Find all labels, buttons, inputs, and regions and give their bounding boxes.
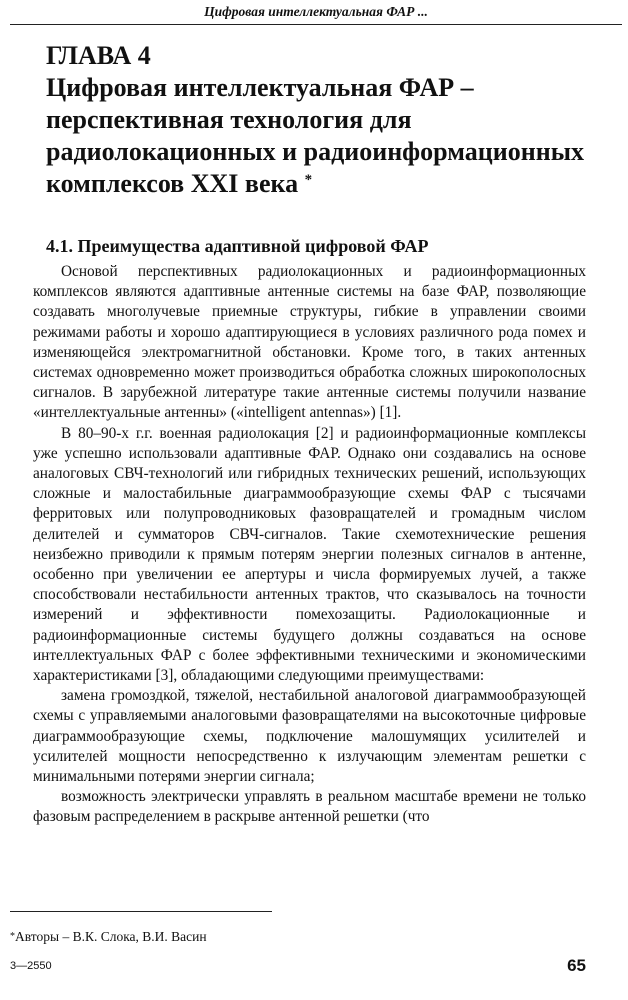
chapter-footnote-marker: * [304,172,313,188]
footnote [10,928,207,946]
body-text [33,262,586,828]
footnote-text: Авторы – В.К. Слока, В.И. Васин [15,929,207,944]
footnote-divider [10,911,272,912]
paragraph: В 80–90-х г.г. военная радиолокация [2] и радиоинформационные комплексы уже успешно использовали адаптивные ФАР. Однако они создавались на основе аналоговых СВЧ-технологий или гибридных технических решений, использующих сложные и малостабильные диаграммообразующие схемы ФАР с тысячами ферритовых или полупроводниковых фазовращателей и громадным числом делителей и сумматоров СВЧ-сигналов. Такие схемотехнические решения неизбежно приводили к прямым потерям энергии полезных сигналов в антенне, особенно при увеличении ее апертуры и числа формируемых лучей, а также способствовали нестабильности антенных трактов, что сказывалось на точности измерений и эффективности помехозащиты. Радиолокационные и радиоинформационные системы будущего должны создаваться на основе интеллектуальных ФАР с более эффективными техническими и экономическими характеристиками [3], обладающими следующими преимуществами: [33,424,586,685]
section-title: 4.1. Преимущества адаптивной цифровой ФАР [46,236,429,256]
chapter-heading [46,40,606,200]
chapter-title: Цифровая интеллектуальная ФАР – перспективная технология для радиолокационных и радиоинформационных комплексов XXI века [46,73,584,198]
running-header: Цифровая интеллектуальная ФАР ... [10,0,622,25]
paragraph: Основой перспективных радиолокационных и радиоинформационных комплексов являются адаптивные антенные системы на базе ФАР, позволяющие создавать многолучевые приемные структуры, гибкие в управлении своими режимами работы и хорошо адаптирующиеся в условиях различного рода помех и изменяющейся электромагнитной обстановки. Кроме того, в таких антенных системах одновременно может производиться обработка сложных широкополосных сигналов. В зарубежной литературе такие антенные системы получили название «интеллектуальные антенны» («intelligent antennas») [1]. [33,263,586,422]
paragraph: возможность электрически управлять в реальном масштабе времени не только фазовым распределением в раскрыве антенной решетки (что [33,788,586,826]
chapter-label: ГЛАВА 4 [46,41,151,70]
page-number: 65 [567,956,586,975]
footnote-marker: * [10,931,15,942]
paragraph: замена громоздкой, тяжелой, нестабильной аналоговой диаграммообразующей схемы с управляемыми аналоговыми фазовращателями на высокоточные цифровые диаграммообразующие схемы, подключение малошумящих усилителей и усилителей мощности непосредственно к излучающим элементам решетки с минимальными потерями энергии сигнала; [33,687,586,786]
printer-signature: 3—2550 [10,960,52,972]
